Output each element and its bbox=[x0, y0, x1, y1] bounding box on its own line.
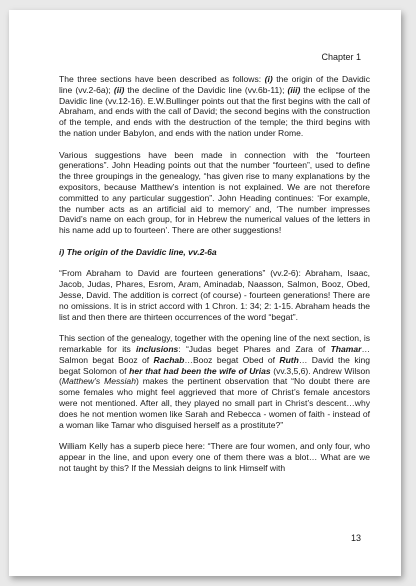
book-page bbox=[9, 10, 401, 576]
paragraph-abraham-to-david: “From Abraham to David are fourteen generations” (vv.2-6): Abraham, Isaac, Jacob, Judas, Phares, Esrom, Aram, Aminadab, Naasson, Salmon, Booz, Obed, Jesse, David. The addition is correct (of course) - fourteen generations! There are no omissions. It is in strict accord with 1 Chron. 1: 34; 2: 1-15. Abraham heads the list and then there are thirteen occurrences of the word “begat”. bbox=[59, 268, 370, 322]
chapter-header: Chapter 1 bbox=[321, 52, 361, 62]
paragraph-william-kelly: William Kelly has a superb piece here: “There are four women, and only four, who appear in the line, and upon every one of them there was a blot… What are we not taught by this? If the Messiah deigns to link Himself with bbox=[59, 441, 370, 473]
body-text bbox=[59, 74, 370, 473]
paragraph-inclusions: This section of the genealogy, together with the opening line of the next section, is remarkable for its inclusions: “Judas beget Phares and Zara of Thamar…Salmon begat Booz of Rachab…Booz begat Obed of Ruth… David the king begat Solomon of her that had been the wife of Urias (vv.3,5,6). Andrew Wilson (Matthew’s Messiah) makes the pertinent observation that “No doubt there are some females who might feel aggrieved that more of Christ’s female ancestors were not mentioned. After all, they played no small part in Christ’s descent…why does he not mention women like Sarah and Rebecca - women of faith - instead of a woman like Tamar who disguised herself as a prostitute?” bbox=[59, 333, 371, 430]
page-number: 13 bbox=[350, 533, 361, 543]
paragraph-sections: The three sections have been described as follows: (i) the origin of the Davidic line (vv.2-6a); (ii) the decline of the Davidic line (vv.6b-11); (iii) the eclipse of the Davidic line (vv.12-16). E.W.Bullinger points out that the first begins with the call of Abraham, and ends with the call of David; the second begins with the construction of the temple, and ends with the destruction of the temple; the third begins with the nation under Babylon, and ends with the nation under Rome. bbox=[59, 74, 370, 138]
paragraph-fourteen-generations: Various suggestions have been made in connection with the “fourteen generations”. John Heading points out that the number “fourteen”, used to define the three groupings in the genealogy, “has given rise to many explanations by the expositors, because Matthew’s intention is not explained. We are not therefore committed to any particular suggestion”. John Heading continues: ‘For example, the number acts as an artificial aid to memory’ and, ‘The number impresses David’s name on each group, for in Hebrew the numerical values of the letters in his name add up to fourteen’. There are other suggestions! bbox=[59, 149, 370, 236]
section-subheading: i) The origin of the Davidic line, vv.2-6a bbox=[59, 246, 217, 257]
